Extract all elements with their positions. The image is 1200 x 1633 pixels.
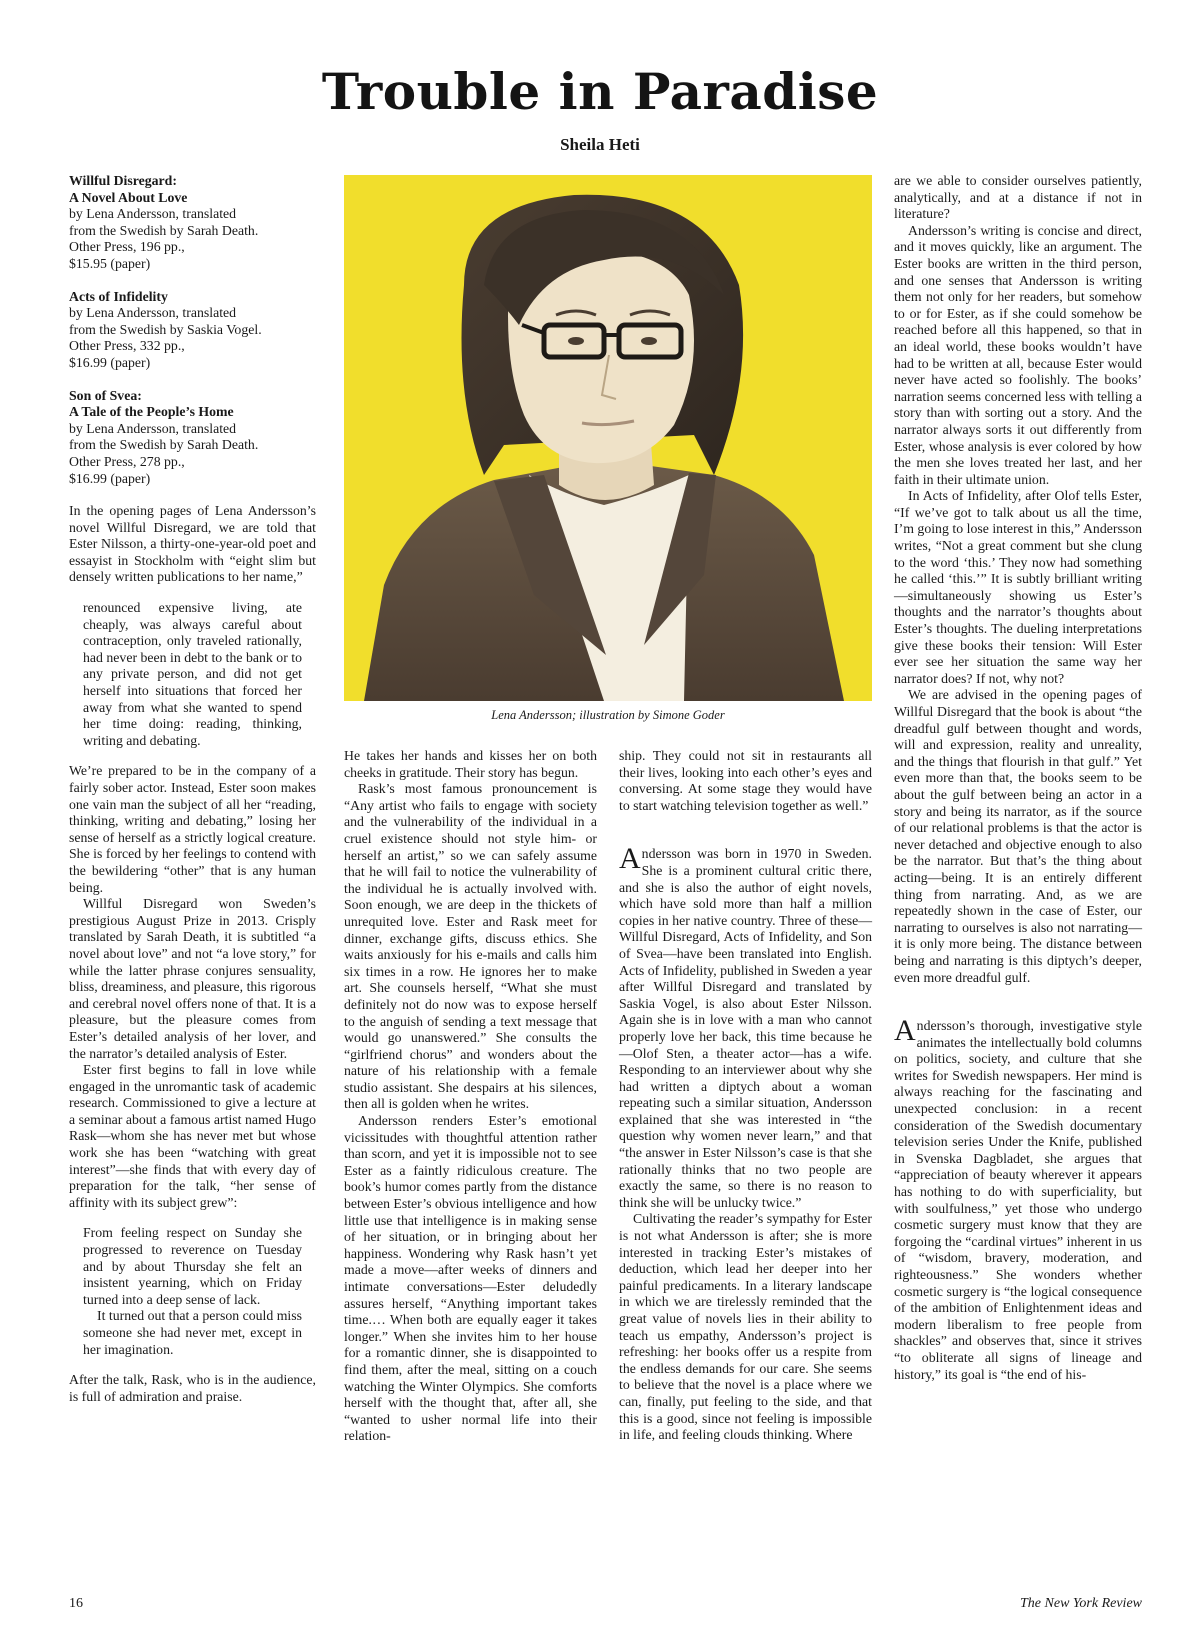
column-2 (344, 748, 597, 1445)
book-title: Acts of Infidelity (69, 288, 168, 304)
book-listing (69, 173, 316, 273)
body-paragraph (894, 1014, 1142, 1383)
paragraph-text: ndersson was born in 1970 in Sweden. She is a prominent cultural critic there, and she is also the author of eight novels, which have sold more than half a million copies in her native country. Three of these—Willful Disregard, Acts of Infidelity, and Son of Svea—have been translated into English. Acts of Infidelity, published in Sweden a year after Willful Disregard and translated by Saskia Vogel, is also about Ester Nilsson. Again she is in love with a man who cannot properly love her back, this time because he—Olof Sten, a theater actor—has a wife. Responding to an interviewer about why she had written a diptych about a woman repeating such a similar situation, Andersson explained that she was interested in “the question why women never learn,” and that “the answer in Ester Nilsson’s case is that she rationally thinks that no two people are exactly the same, so there is no reason to think she will be unlucky twice.” (619, 846, 872, 1210)
paragraph-text: ndersson’s thorough, investigative style animates the intellectually bold columns on politics, society, and culture that she writes for Swedish newspapers. Her mind is always reaching for the fascinating and unexpected conclusion: in a recent consideration of the Swedish documentary television series Under the Knife, published in Svenska Dagbladet, she argues that “appreciation of beauty wherever it appears has nothing to do with superficiality, but with soulfulness,” yet those who undergo cosmetic surgery must know that they are forgoing the “cardinal virtues” inherent in us of “wisdom, bravery, moderation, and righteousness.” She wonders whether cosmetic surgery is “the logical consequence of the ambition of Enlightenment ideas and modern liberalism to free people from shackles” and observes that, since it strives “to obliterate all signs of lineage and history,” its goal is “the end of his- (894, 1018, 1142, 1382)
article-title: Trouble in Paradise (321, 62, 879, 121)
article-author: Sheila Heti (560, 135, 640, 154)
portrait-drawing (344, 175, 872, 701)
block-quote (83, 600, 302, 749)
body-paragraph: Cultivating the reader’s sympathy for Ester is not what Andersson is after; she is more interested in tracking Ester’s mistakes of deduction, which lead her deeper into her painful predicaments. In a literary landscape in which we are tirelessly reminded that the great value of novels lies in their ability to teach us empathy, Andersson’s project is refreshing: her books offer us a respite from the endless demands for our care. She seems to believe that the novel is a place where we can, finally, put feeling to the side, and that this is a good, since not feeling is impossible in life, and feeling clouds thinking. Where (619, 1211, 872, 1443)
illustration-caption: Lena Andersson; illustration by Simone Goder (491, 708, 725, 722)
drop-cap: A (894, 1014, 916, 1048)
book-title: Son of Svea: (69, 387, 142, 403)
body-paragraph: We’re prepared to be in the company of a fairly sober actor. Instead, Ester soon makes one vain man the subject of all her “reading, thinking, writing and debating,” losing her sense of herself as a strictly logical creature. She is forced by her feelings to contend with the bewildering “other” that is any human being. (69, 763, 316, 895)
book-listing (69, 388, 316, 488)
book-author-line: by Lena Andersson, translated (69, 206, 237, 222)
book-publisher-line: Other Press, 278 pp., (69, 453, 185, 469)
body-paragraph: ship. They could not sit in restaurants all their lives, looking into each other’s eyes and conversing. At some stage they would have to start watching television together as well.” (619, 748, 872, 813)
body-paragraph: Rask’s most famous pronouncement is “Any artist who fails to engage with society and the vulnerability of the individual in a cruel existence should not style him- or herself an artist,” so we can safely assume that he will fail to notice the vulnerability of the individual he is actually involved with. Soon enough, we are deep in the thickets of unrequited love. Ester and Rask meet for dinner, exchange gifts, discuss ethics. She waits anxiously for his e-mails and calls him six times in a row. He ignores her to make art. She counsels herself, “What she must definitely not do now was to expose herself to the anguish of sending a text message that would go unanswered.” She consults the “girlfriend chorus” and wonders about the nature of his relationship with a female studio assistant. She despairs at his silences, then all is golden when he writes. (344, 781, 597, 1112)
book-listing (69, 289, 316, 372)
body-paragraph: We are advised in the opening pages of Willful Disregard that the book is about “the dreadful gulf between thought and words, will and expression, reality and unreality, and the things that flourish in that gulf.” Yet even more than that, the books seem to be about the gulf between being an actor in a story and being its narrator, as if the source of our relational problems is that the actor is never detached and objective enough to also be the narrator. But that’s the thing about acting—being. It is an entirely different thing from narrating. And, as we are repeatedly shown in the case of Ester, our narrating to ourselves is also not narrating—it is only more being. The distance between being and narrating is this diptych’s deeper, even more dreadful gulf. (894, 687, 1142, 985)
book-subtitle: A Novel About Love (69, 189, 188, 205)
body-paragraph: Ester first begins to fall in love while engaged in the unromantic task of academic research. Commissioned to give a lecture at a seminar about a famous artist named Hugo Rask—whom she has never met but whose work she has been “watching with great interest”—she finds that with every day of preparation for the talk, “her sense of affinity with its subject grew”: (69, 1062, 316, 1210)
section-break (894, 986, 1142, 1018)
body-paragraph: are we able to consider ourselves patiently, analytically, and at a distance if not in literature? (894, 173, 1142, 222)
book-subtitle: A Tale of the People’s Home (69, 404, 234, 420)
body-paragraph: In the opening pages of Lena Andersson’s novel Willful Disregard, we are told that Ester Nilsson, a thirty-one-year-old poet and essayist in Stockholm with “eight slim but densely written publications to her name,” (69, 503, 316, 585)
quote-text: It turned out that a person could miss someone she had never met, except in her imagination. (83, 1308, 302, 1357)
body-paragraph: After the talk, Rask, who is in the audience, is full of admiration and praise. (69, 1372, 316, 1404)
quote-text: renounced expensive living, ate cheaply, was always careful about contraception, only traveled rationally, had never been in debt to the bank or to any private person, and did not get herself into situations that forced her away from what she wanted to spend her time doing: reading, thinking, writing and debating. (83, 600, 302, 748)
page-number: 16 (69, 1596, 83, 1611)
book-translator-line: from the Swedish by Sarah Death. (69, 222, 259, 238)
book-publisher-line: Other Press, 196 pp., (69, 239, 185, 255)
body-paragraph: Andersson renders Ester’s emotional vicissitudes with thoughtful attention rather than scorn, and yet it is impossible not to see Ester as a faintly ridiculous creature. The book’s humor comes partly from the distance between Ester’s obvious intelligence and how little use that intelligence is in making sense of her situation, or in bringing about her happiness. Wondering why Rask hasn’t yet made a move—after weeks of dinners and intimate conversations—Ester deludedly assures herself, “Anything important takes time.… When both are equally eager it takes longer.” When she invites him to her house for a romantic dinner, she is disappointed to find them, after the meal, sitting on a couch watching the Winter Olympics. She comforts herself with the thought that, after all, she “wanted to usher normal life into their relation- (344, 1113, 598, 1444)
column-4 (894, 173, 1142, 1383)
publication-name: The New York Review (1020, 1596, 1142, 1611)
book-publisher-line: Other Press, 332 pp., (69, 338, 185, 354)
body-paragraph: In Acts of Infidelity, after Olof tells Ester, “If we’ve got to talk about us all the time, I’m going to lose interest in this,” Andersson writes, “Not a great comment but she clung to the word ‘this.’ They now had something he called ‘this.’” It is subtly brilliant writing—simultaneously showing us Ester’s thoughts and the narrator’s thoughts about Ester’s thoughts. The dueling interpretations give these books their tension: Will Ester ever see her situation the same way her narrator does? If not, why not? (894, 488, 1142, 686)
book-translator-line: from the Swedish by Saskia Vogel. (69, 321, 262, 337)
body-paragraph: He takes her hands and kisses her on both cheeks in gratitude. Their story has begun. (344, 748, 597, 780)
section-break (619, 814, 872, 846)
column-3 (619, 748, 872, 1444)
body-paragraph: Andersson’s writing is concise and direct, and it moves quickly, like an argument. The Ester books are written in the third person, and one senses that Andersson is writing them not only for her readers, but somehow to or for Ester, as if she could somehow be reached before all this happened, so that in an ideal world, these books wouldn’t have had to be written at all, because Ester would never have acted so foolishly. The books’ narration seems concerned less with telling a story than with sorting out a story. And the narrator always sorts it out differently from Ester, whose analysis is ever colored by how the men she loves treated her last, and her faith in their ultimate union. (894, 222, 1142, 487)
author-illustration (344, 175, 872, 701)
book-price-line: $16.99 (paper) (69, 354, 151, 370)
body-paragraph: Willful Disregard won Sweden’s prestigious August Prize in 2013. Crisply translated by Sarah Death, it is subtitled “a novel about love” and not “a love story,” for while the latter phrase conjures sensuality, bliss, dreaminess, and pleasure, this rigorous and cerebral novel offers none of that. It is a pleasure, but the pleasure comes from Ester’s detailed analysis of her lover, and the narrator’s detailed analysis of Ester. (69, 896, 316, 1061)
block-quote (83, 1225, 302, 1358)
book-price-line: $15.95 (paper) (69, 255, 151, 271)
quote-text: From feeling respect on Sunday she progressed to reverence on Tuesday and by about Thursday she felt an insistent yearning, which on Friday turned into a deep sense of lack. (83, 1225, 302, 1307)
drop-cap: A (619, 842, 641, 876)
book-translator-line: from the Swedish by Sarah Death. (69, 437, 259, 453)
book-author-line: by Lena Andersson, translated (69, 420, 237, 436)
book-price-line: $16.99 (paper) (69, 470, 151, 486)
book-title: Willful Disregard: (69, 173, 177, 188)
body-paragraph (619, 842, 872, 1211)
column-1 (69, 173, 316, 1405)
book-author-line: by Lena Andersson, translated (69, 305, 237, 321)
